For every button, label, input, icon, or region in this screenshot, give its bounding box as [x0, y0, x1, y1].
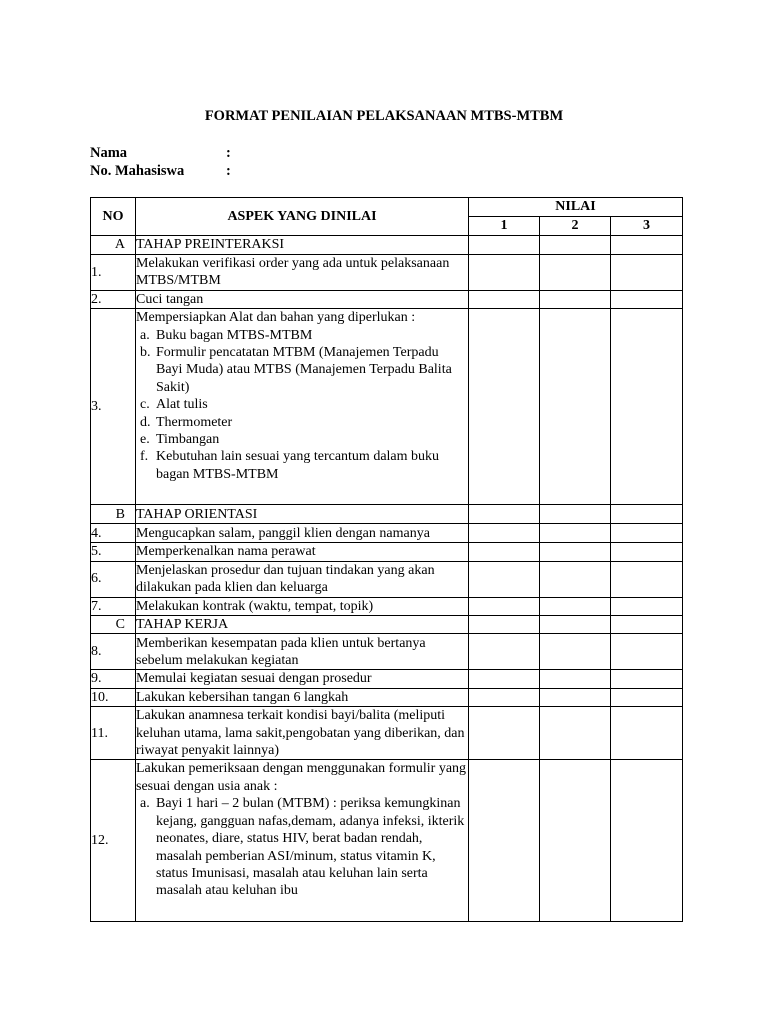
score-cell[interactable] [540, 255, 611, 291]
section-title: TAHAP KERJA [136, 616, 469, 634]
name-label: Nama [90, 145, 128, 161]
score-cell[interactable] [469, 707, 540, 760]
score-cell[interactable] [469, 543, 540, 561]
score-cell[interactable] [540, 707, 611, 760]
item-number: 8. [91, 634, 136, 670]
sub-item: e. Timbangan [140, 432, 220, 448]
score-cell[interactable] [540, 236, 611, 255]
item-number: 2. [91, 290, 136, 308]
sub-item: b. Formulir pencatatan MTBM (Manajemen Terpadu Bayi Muda) atau MTBS (Manajemen Terpadu Balita Sakit) [140, 345, 452, 395]
score-cell[interactable] [611, 688, 683, 706]
item-number: 1. [91, 255, 136, 291]
score-cell[interactable] [540, 616, 611, 634]
item-number: 4. [91, 524, 136, 543]
table-row [91, 597, 683, 615]
score-cell[interactable] [469, 561, 540, 597]
section-row-a [91, 236, 683, 255]
score-cell[interactable] [611, 760, 683, 922]
table-row [91, 760, 683, 922]
score-cell[interactable] [611, 561, 683, 597]
score-cell[interactable] [469, 524, 540, 543]
item-text: Memberikan kesempatan pada klien untuk bertanya sebelum melakukan kegiatan [136, 634, 469, 670]
section-row-b [91, 505, 683, 524]
item-number: 12. [91, 760, 136, 922]
header-score-2: 2 [540, 217, 611, 236]
item-text: Lakukan kebersihan tangan 6 langkah [136, 688, 469, 706]
sub-item: c. Alat tulis [140, 397, 208, 413]
item-number: 11. [91, 707, 136, 760]
student-number-label: No. Mahasiswa [90, 163, 185, 179]
item-number: 5. [91, 543, 136, 561]
score-cell[interactable] [540, 760, 611, 922]
score-cell[interactable] [469, 688, 540, 706]
section-row-c [91, 616, 683, 634]
item-number: 9. [91, 670, 136, 688]
table-row [91, 524, 683, 543]
item-content [136, 760, 469, 922]
score-cell[interactable] [540, 309, 611, 505]
sub-list [136, 795, 468, 899]
table-row [91, 561, 683, 597]
item-number: 10. [91, 688, 136, 706]
score-cell[interactable] [540, 505, 611, 524]
item-text: Melakukan kontrak (waktu, tempat, topik) [136, 597, 469, 615]
table-row [91, 309, 683, 505]
item-text: Mempersiapkan Alat dan bahan yang diperlukan : [136, 310, 416, 326]
item-text: Mengucapkan salam, panggil klien dengan namanya [136, 524, 469, 543]
header-score-3: 3 [611, 217, 683, 236]
score-cell[interactable] [469, 290, 540, 308]
page-title: FORMAT PENILAIAN PELAKSANAAN MTBS-MTBM [204, 108, 564, 124]
score-cell[interactable] [611, 290, 683, 308]
table-row [91, 707, 683, 760]
score-cell[interactable] [611, 616, 683, 634]
name-field [90, 145, 231, 162]
item-number: 3. [91, 309, 136, 505]
item-text: Memulai kegiatan sesuai dengan prosedur [136, 670, 469, 688]
score-cell[interactable] [540, 634, 611, 670]
score-cell[interactable] [611, 309, 683, 505]
score-cell[interactable] [469, 597, 540, 615]
section-title: TAHAP PREINTERAKSI [136, 236, 469, 255]
item-number: 6. [91, 561, 136, 597]
item-text: Memperkenalkan nama perawat [136, 543, 469, 561]
sub-list [136, 327, 468, 484]
score-cell[interactable] [611, 597, 683, 615]
score-cell[interactable] [540, 688, 611, 706]
score-cell[interactable] [469, 255, 540, 291]
sub-item: a. Buku bagan MTBS-MTBM [140, 327, 313, 343]
table-header-row [91, 198, 683, 217]
header-score-1: 1 [469, 217, 540, 236]
sub-item: f. Kebutuhan lain sesuai yang tercantum dalam buku bagan MTBS-MTBM [140, 449, 440, 482]
score-cell[interactable] [611, 524, 683, 543]
score-cell[interactable] [611, 236, 683, 255]
table-row [91, 670, 683, 688]
score-cell[interactable] [469, 505, 540, 524]
item-text: Menjelaskan prosedur dan tujuan tindakan yang akan dilakukan pada klien dan keluarga [136, 561, 469, 597]
score-cell[interactable] [611, 634, 683, 670]
score-cell[interactable] [540, 670, 611, 688]
score-cell[interactable] [469, 760, 540, 922]
score-cell[interactable] [540, 524, 611, 543]
score-cell[interactable] [469, 670, 540, 688]
score-cell[interactable] [611, 707, 683, 760]
header-score: NILAI [469, 198, 683, 217]
table-row [91, 688, 683, 706]
item-text: Lakukan pemeriksaan dengan menggunakan formulir yang sesuai dengan usia anak : [136, 761, 467, 794]
score-cell[interactable] [540, 597, 611, 615]
score-cell[interactable] [611, 505, 683, 524]
score-cell[interactable] [540, 290, 611, 308]
table-row [91, 290, 683, 308]
score-cell[interactable] [611, 543, 683, 561]
score-cell[interactable] [469, 634, 540, 670]
sub-item: a. Bayi 1 hari – 2 bulan (MTBM) : periksa kemungkinan kejang, gangguan nafas,demam, adanya infeksi, ikterik neonates, diare, status HIV, berat badan rendah, masalah pemberian ASI/minum, status vitamin K, status Imunisasi, masalah atau keluhan lain serta masalah atau keluhan ibu [140, 796, 465, 899]
header-no: NO [91, 198, 136, 236]
student-number-separator: : [226, 163, 231, 179]
name-separator: : [226, 145, 231, 161]
score-cell[interactable] [611, 670, 683, 688]
item-text: Melakukan verifikasi order yang ada untuk pelaksanaan MTBS/MTBM [136, 255, 469, 291]
header-aspect: ASPEK YANG DINILAI [136, 198, 469, 236]
table-row [91, 255, 683, 291]
assessment-table [90, 197, 683, 922]
item-number: 7. [91, 597, 136, 615]
score-cell[interactable] [469, 236, 540, 255]
section-title: TAHAP ORIENTASI [136, 505, 469, 524]
item-content [136, 309, 469, 505]
score-cell[interactable] [469, 616, 540, 634]
student-number-field [90, 163, 231, 180]
section-letter: C [91, 616, 136, 634]
table-row [91, 543, 683, 561]
item-text: Cuci tangan [136, 290, 469, 308]
sub-item: d. Thermometer [140, 414, 233, 430]
section-letter: B [91, 505, 136, 524]
section-letter: A [91, 236, 136, 255]
score-cell[interactable] [540, 561, 611, 597]
score-cell[interactable] [611, 255, 683, 291]
score-cell[interactable] [469, 309, 540, 505]
item-text: Lakukan anamnesa terkait kondisi bayi/balita (meliputi keluhan utama, lama sakit,pengobatan yang diberikan, dan riwayat penyakit lainnya) [136, 707, 469, 760]
table-row [91, 634, 683, 670]
score-cell[interactable] [540, 543, 611, 561]
